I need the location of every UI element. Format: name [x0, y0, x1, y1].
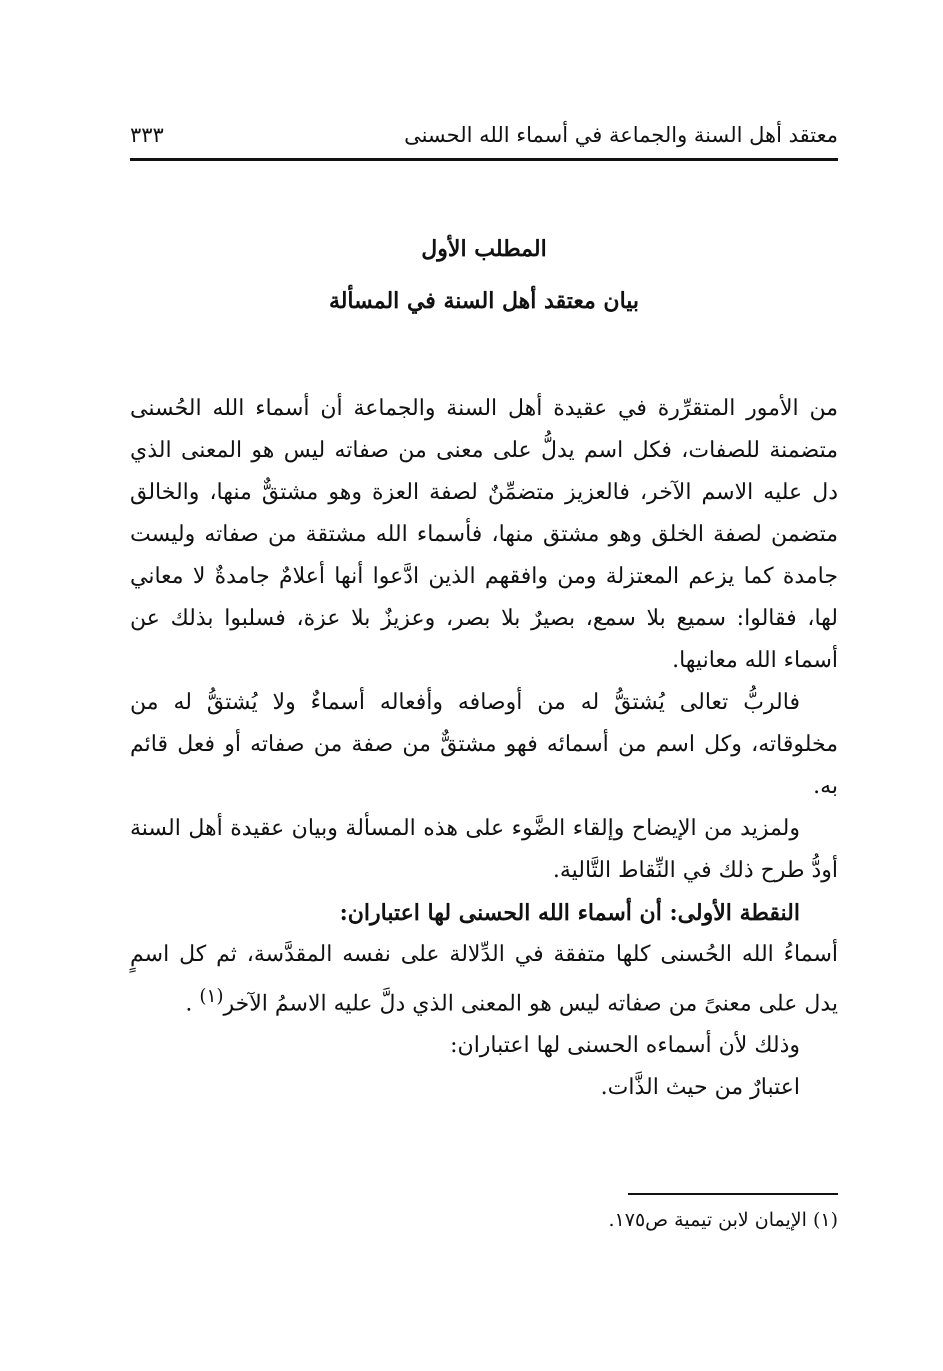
paragraph	[130, 934, 838, 1025]
running-title: معتقد أهل السنة والجماعة في أسماء الله الحسنى	[404, 123, 838, 147]
paragraph: ولمزيد من الإيضاح وإلقاء الضَّوء على هذه المسألة وبيان عقيدة أهل السنة أودُّ طرح ذلك في النِّقاط التَّالية.	[130, 816, 838, 883]
section-subtitle: بيان معتقد أهل السنة في المسألة	[328, 288, 640, 314]
body-text	[130, 388, 838, 1109]
footnote-rule	[628, 1193, 838, 1195]
paragraph: اعتبارٌ من حيث الذَّات.	[600, 1075, 800, 1101]
page-header	[130, 118, 838, 152]
point-heading: النقطة الأولى: أن أسماء الله الحسنى لها اعتباران:	[339, 900, 800, 926]
paragraph-text: أسماءُ الله الحُسنى كلها متفقة في الدِّلالة على نفسه المقدَّسة، ثم كل اسمٍ يدل على معنىً من صفاته ليس هو المعنى الذي دلَّ عليه الاسمُ الآخر	[130, 942, 838, 1017]
footnote-reference: (١)	[199, 986, 224, 1007]
paragraph: من الأمور المتقرِّرة في عقيدة أهل السنة والجماعة أن أسماء الله الحُسنى متضمنة للصفات، فكل اسم يدلُّ على معنى من صفاته ليس هو المعنى الذي دل عليه الاسم الآخر، فالعزيز متضمِّنٌ لصفة العزة وهو مشتقٌّ منها، والخالق متضمن لصفة الخلق وهو مشتق منها، فأسماء الله مشتقة من صفاته وليست جامدة كما يزعم المعتزلة ومن وافقهم الذين ادَّعوا أنها أعلامٌ جامدةٌ لا معاني لها، فقالوا: سميع بلا سمع، بصيرٌ بلا بصر، وعزيزٌ بلا عزة، فسلبوا بذلك عن أسماء الله معانيها.	[130, 396, 838, 673]
section-title: المطلب الأول	[421, 236, 547, 262]
paragraph: فالربُّ تعالى يُشتقُّ له من أوصافه وأفعاله أسماءٌ ولا يُشتقُّ له من مخلوقاته، وكل اسم من أسمائه فهو مشتقٌّ من صفة من صفاته أو فعل قائم به.	[130, 690, 838, 799]
header-rule	[130, 158, 838, 161]
paragraph: وذلك لأن أسماءه الحسنى لها اعتباران:	[450, 1033, 800, 1059]
page-number: ٣٣٣	[130, 123, 164, 147]
footnote: (١) الإيمان لابن تيمية ص١٧٥.	[608, 1209, 838, 1231]
paragraph-end: .	[185, 991, 193, 1017]
